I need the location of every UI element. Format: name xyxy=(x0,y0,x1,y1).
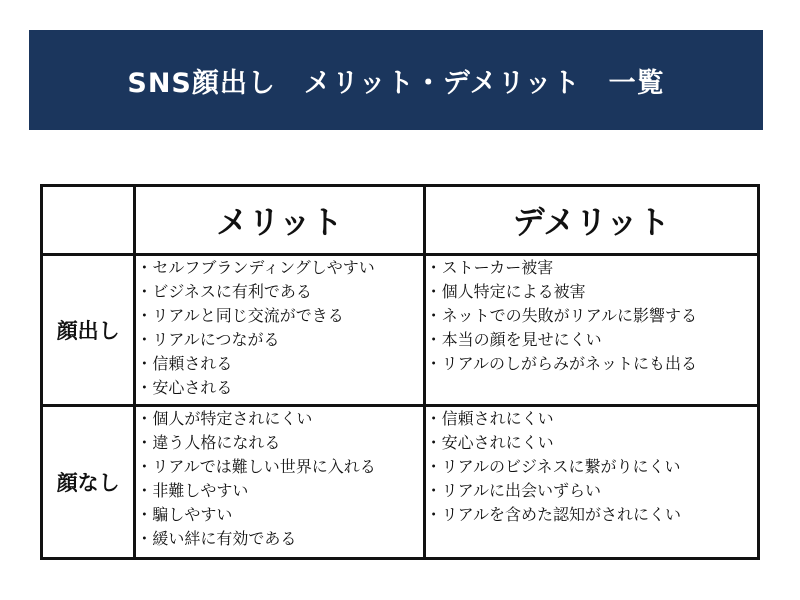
merit-list xyxy=(136,407,422,551)
demerit-cell-no-face xyxy=(424,406,758,559)
list-item: ・ リアルと同じ交流ができる xyxy=(136,304,422,328)
table-row-no-face xyxy=(42,406,759,559)
list-item: ・ リアルのビジネスに繋がりにくい xyxy=(426,455,757,479)
list-item: ・ 非難しやすい xyxy=(136,479,422,503)
list-item: ・ リアルに出会いずらい xyxy=(426,479,757,503)
row-header-no-face: 顔なし xyxy=(42,406,135,559)
row-header-face-shown: 顔出し xyxy=(42,255,135,406)
list-item: ・ セルフブランディングしやすい xyxy=(136,256,422,280)
list-item: ・ ストーカー被害 xyxy=(426,256,757,280)
list-item: ・ 本当の顔を見せにくい xyxy=(426,328,757,352)
list-item: ・ リアルのしがらみがネットにも出る xyxy=(426,352,757,376)
corner-cell xyxy=(42,186,135,255)
list-item: ・ 個人特定による被害 xyxy=(426,280,757,304)
list-item: ・ リアルにつながる xyxy=(136,328,422,352)
demerit-list xyxy=(426,256,757,376)
column-header-demerit: デメリット xyxy=(424,186,758,255)
table-row-face-shown xyxy=(42,255,759,406)
comparison-table xyxy=(40,184,760,560)
title-banner xyxy=(29,30,763,130)
list-item: ・ ビジネスに有利である xyxy=(136,280,422,304)
merit-cell-no-face xyxy=(135,406,424,559)
list-item: ・ 信頼されにくい xyxy=(426,407,757,431)
list-item: ・ 信頼される xyxy=(136,352,422,376)
list-item: ・ 騙しやすい xyxy=(136,503,422,527)
demerit-list xyxy=(426,407,757,527)
page-title: SNS顔出し メリット・デメリット 一覧 xyxy=(127,67,665,99)
list-item: ・ 安心される xyxy=(136,376,422,400)
list-item: ・ 安心されにくい xyxy=(426,431,757,455)
list-item: ・ リアルを含めた認知がされにくい xyxy=(426,503,757,527)
list-item: ・ リアルでは難しい世界に入れる xyxy=(136,455,422,479)
list-item: ・ 緩い絆に有効である xyxy=(136,527,422,551)
merit-list xyxy=(136,256,422,400)
list-item: ・ 違う人格になれる xyxy=(136,431,422,455)
merit-cell-face-shown xyxy=(135,255,424,406)
list-item: ・ ネットでの失敗がリアルに影響する xyxy=(426,304,757,328)
list-item: ・ 個人が特定されにくい xyxy=(136,407,422,431)
column-header-merit: メリット xyxy=(135,186,424,255)
demerit-cell-face-shown xyxy=(424,255,758,406)
header-row xyxy=(42,186,759,255)
